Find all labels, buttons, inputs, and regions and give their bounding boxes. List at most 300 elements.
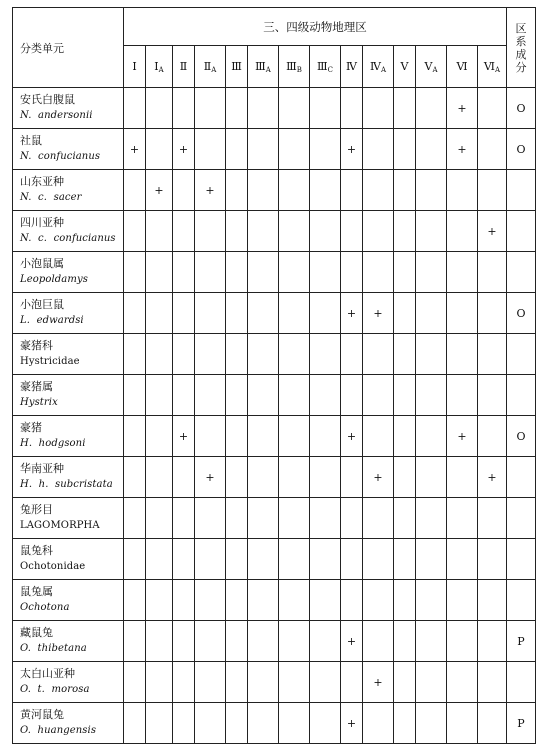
distribution-cell — [478, 129, 507, 170]
distribution-cell — [279, 457, 310, 498]
distribution-cell — [248, 498, 279, 539]
distribution-cell — [248, 621, 279, 662]
distribution-cell — [279, 539, 310, 580]
composition-cell — [507, 375, 536, 416]
distribution-cell — [447, 293, 478, 334]
distribution-cell — [124, 621, 146, 662]
composition-cell — [507, 498, 536, 539]
taxon-name-cell — [13, 252, 124, 293]
distribution-cell — [173, 334, 195, 375]
distribution-cell — [447, 498, 478, 539]
distribution-cell — [478, 703, 507, 744]
distribution-cell — [341, 170, 363, 211]
distribution-cell — [195, 334, 226, 375]
distribution-cell — [279, 170, 310, 211]
distribution-cell — [310, 293, 341, 334]
presence-mark: + — [346, 716, 357, 730]
distribution-cell — [416, 293, 447, 334]
presence-mark: + — [346, 306, 357, 320]
distribution-cell — [173, 662, 195, 703]
taxon-chinese-name: 小泡巨鼠 — [20, 298, 64, 311]
composition-cell — [507, 580, 536, 621]
region-column-header: Ⅳ — [341, 46, 363, 88]
taxon-name-cell — [13, 88, 124, 129]
presence-mark: + — [205, 470, 215, 484]
table-row — [13, 621, 536, 662]
distribution-cell — [195, 662, 226, 703]
taxon-latin-name: H. hodgsoni — [20, 438, 86, 449]
distribution-cell — [416, 252, 447, 293]
distribution-cell — [394, 334, 416, 375]
distribution-cell — [394, 170, 416, 211]
table-row — [13, 129, 536, 170]
distribution-cell — [248, 170, 279, 211]
composition-cell: O — [507, 416, 536, 457]
taxon-name-cell — [13, 457, 124, 498]
distribution-cell — [341, 293, 363, 334]
distribution-cell — [341, 580, 363, 621]
distribution-cell — [363, 621, 394, 662]
distribution-cell — [279, 703, 310, 744]
composition-cell: O — [507, 88, 536, 129]
taxon-name-cell — [13, 170, 124, 211]
distribution-cell — [447, 88, 478, 129]
distribution-cell — [447, 662, 478, 703]
taxon-latin-name: H. h. subcristata — [20, 479, 113, 490]
distribution-cell — [124, 252, 146, 293]
presence-mark: + — [373, 470, 383, 484]
distribution-cell — [124, 498, 146, 539]
taxon-column-header: 分类单元 — [13, 8, 124, 88]
taxon-chinese-name: 小泡鼠属 — [20, 257, 64, 270]
distribution-cell — [146, 416, 173, 457]
taxon-chinese-name: 山东亚种 — [20, 175, 64, 188]
distribution-cell — [363, 416, 394, 457]
taxon-latin-name: Hystricidae — [20, 356, 80, 367]
distribution-cell — [394, 539, 416, 580]
distribution-cell — [447, 580, 478, 621]
distribution-cell — [195, 211, 226, 252]
distribution-cell — [310, 170, 341, 211]
distribution-cell — [447, 129, 478, 170]
distribution-cell — [478, 621, 507, 662]
region-column-header: $Ⅳ_A$ — [363, 46, 394, 88]
distribution-cell — [310, 88, 341, 129]
distribution-cell — [195, 498, 226, 539]
taxon-name-cell — [13, 211, 124, 252]
taxon-latin-name: N. c. confucianus — [20, 233, 116, 244]
distribution-cell — [248, 375, 279, 416]
presence-mark: + — [373, 675, 383, 689]
composition-cell: P — [507, 621, 536, 662]
distribution-cell — [124, 334, 146, 375]
taxon-latin-name: L. edwardsi — [20, 315, 84, 326]
distribution-cell — [226, 621, 248, 662]
composition-column-header: 区 系 成 分 — [507, 8, 536, 88]
distribution-cell — [173, 88, 195, 129]
region-column-header: Ⅰ — [124, 46, 146, 88]
presence-mark: + — [346, 142, 357, 156]
distribution-cell — [173, 252, 195, 293]
distribution-cell — [310, 703, 341, 744]
presence-mark: + — [178, 142, 189, 156]
distribution-cell — [310, 252, 341, 293]
composition-cell — [507, 457, 536, 498]
distribution-cell — [173, 457, 195, 498]
distribution-cell — [195, 621, 226, 662]
presence-mark: + — [346, 634, 357, 648]
region-column-header: $Ⅲ_C$ — [310, 46, 341, 88]
distribution-cell — [447, 375, 478, 416]
distribution-cell — [226, 375, 248, 416]
table-row — [13, 416, 536, 457]
distribution-cell — [478, 416, 507, 457]
distribution-cell — [447, 539, 478, 580]
table-row — [13, 334, 536, 375]
distribution-cell — [363, 580, 394, 621]
distribution-cell — [363, 457, 394, 498]
distribution-cell — [310, 539, 341, 580]
taxon-latin-name: O. t. morosa — [20, 684, 90, 695]
distribution-cell — [146, 375, 173, 416]
distribution-cell — [248, 293, 279, 334]
taxon-latin-name: O. huangensis — [20, 725, 97, 736]
distribution-cell — [394, 211, 416, 252]
distribution-cell — [310, 498, 341, 539]
presence-mark: + — [205, 183, 215, 197]
taxon-latin-name: LAGOMORPHA — [20, 520, 100, 531]
distribution-cell — [394, 129, 416, 170]
distribution-cell — [416, 662, 447, 703]
distribution-cell — [226, 457, 248, 498]
distribution-cell — [146, 170, 173, 211]
distribution-cell — [124, 580, 146, 621]
taxon-chinese-name: 安氏白腹鼠 — [20, 93, 75, 106]
table-body — [13, 88, 536, 744]
taxon-latin-name: O. thibetana — [20, 643, 87, 654]
distribution-cell — [226, 580, 248, 621]
presence-mark: + — [178, 429, 189, 443]
distribution-cell — [279, 375, 310, 416]
distribution-cell — [173, 703, 195, 744]
presence-mark: + — [487, 470, 497, 484]
distribution-cell — [478, 580, 507, 621]
composition-cell — [507, 211, 536, 252]
table-row — [13, 211, 536, 252]
distribution-cell — [124, 539, 146, 580]
table-row — [13, 539, 536, 580]
distribution-cell — [195, 539, 226, 580]
distribution-cell — [416, 580, 447, 621]
distribution-cell — [146, 252, 173, 293]
taxon-chinese-name: 豪猪属 — [20, 380, 53, 393]
distribution-cell — [146, 293, 173, 334]
distribution-cell — [124, 293, 146, 334]
taxon-latin-name: N. confucianus — [20, 151, 101, 162]
distribution-cell — [279, 252, 310, 293]
distribution-cell — [248, 457, 279, 498]
distribution-cell — [416, 621, 447, 662]
distribution-cell — [363, 170, 394, 211]
distribution-cell — [416, 334, 447, 375]
distribution-cell — [279, 498, 310, 539]
distribution-cell — [173, 293, 195, 334]
distribution-cell — [146, 457, 173, 498]
distribution-cell — [279, 334, 310, 375]
distribution-cell — [478, 498, 507, 539]
composition-cell — [507, 334, 536, 375]
distribution-cell — [447, 252, 478, 293]
distribution-cell — [341, 457, 363, 498]
distribution-cell — [394, 416, 416, 457]
region-column-header: $Ⅱ_A$ — [195, 46, 226, 88]
taxon-chinese-name: 藏鼠兔 — [20, 626, 53, 639]
region-column-header: Ⅴ — [394, 46, 416, 88]
table-row — [13, 703, 536, 744]
distribution-cell — [173, 539, 195, 580]
taxon-chinese-name: 鼠兔科 — [20, 544, 53, 557]
distribution-cell — [146, 498, 173, 539]
composition-cell — [507, 662, 536, 703]
distribution-cell — [478, 88, 507, 129]
taxon-chinese-name: 黄河鼠兔 — [20, 708, 64, 721]
distribution-cell — [146, 621, 173, 662]
taxon-latin-name: Hystrix — [20, 397, 58, 408]
distribution-cell — [341, 129, 363, 170]
distribution-cell — [341, 375, 363, 416]
distribution-cell — [416, 129, 447, 170]
table-row — [13, 662, 536, 703]
distribution-cell — [363, 498, 394, 539]
distribution-cell — [195, 170, 226, 211]
composition-cell: O — [507, 129, 536, 170]
taxon-chinese-name: 兔形目 — [20, 503, 53, 516]
distribution-cell — [416, 375, 447, 416]
distribution-cell — [124, 416, 146, 457]
presence-mark: + — [457, 142, 467, 156]
distribution-cell — [394, 621, 416, 662]
distribution-cell — [310, 621, 341, 662]
distribution-cell — [394, 457, 416, 498]
region-group-header: 三、四级动物地理区 — [124, 8, 507, 46]
distribution-cell — [248, 416, 279, 457]
distribution-cell — [248, 252, 279, 293]
taxon-name-cell — [13, 129, 124, 170]
distribution-cell — [146, 580, 173, 621]
distribution-cell — [341, 88, 363, 129]
distribution-cell — [341, 539, 363, 580]
distribution-cell — [363, 211, 394, 252]
distribution-cell — [394, 498, 416, 539]
distribution-cell — [363, 129, 394, 170]
presence-mark: + — [487, 224, 497, 238]
region-column-header: $Ⅲ_A$ — [248, 46, 279, 88]
distribution-cell — [173, 580, 195, 621]
distribution-cell — [341, 211, 363, 252]
distribution-cell — [478, 539, 507, 580]
distribution-cell — [279, 621, 310, 662]
taxon-chinese-name: 鼠兔属 — [20, 585, 53, 598]
distribution-cell — [310, 416, 341, 457]
distribution-cell — [173, 129, 195, 170]
distribution-cell — [248, 703, 279, 744]
distribution-cell — [226, 170, 248, 211]
distribution-cell — [447, 621, 478, 662]
distribution-cell — [146, 334, 173, 375]
taxon-name-cell — [13, 416, 124, 457]
distribution-cell — [226, 539, 248, 580]
distribution-cell — [173, 416, 195, 457]
taxon-name-cell — [13, 334, 124, 375]
distribution-cell — [478, 375, 507, 416]
distribution-cell — [416, 211, 447, 252]
distribution-cell — [341, 662, 363, 703]
distribution-table — [12, 7, 536, 744]
composition-cell — [507, 170, 536, 211]
distribution-cell — [341, 703, 363, 744]
distribution-cell — [310, 580, 341, 621]
distribution-cell — [195, 129, 226, 170]
distribution-cell — [279, 88, 310, 129]
table-row — [13, 580, 536, 621]
table-row — [13, 252, 536, 293]
distribution-cell — [363, 334, 394, 375]
distribution-cell — [124, 129, 146, 170]
distribution-cell — [447, 211, 478, 252]
presence-mark: + — [129, 142, 140, 156]
distribution-cell — [416, 416, 447, 457]
distribution-cell — [341, 416, 363, 457]
distribution-cell — [124, 375, 146, 416]
composition-cell: P — [507, 703, 536, 744]
distribution-cell — [195, 580, 226, 621]
distribution-cell — [173, 211, 195, 252]
distribution-cell — [195, 375, 226, 416]
distribution-cell — [279, 416, 310, 457]
taxon-name-cell — [13, 621, 124, 662]
distribution-cell — [478, 293, 507, 334]
distribution-cell — [195, 88, 226, 129]
distribution-cell — [248, 334, 279, 375]
composition-cell — [507, 539, 536, 580]
distribution-cell — [146, 662, 173, 703]
taxon-chinese-name: 四川亚种 — [20, 216, 64, 229]
taxon-latin-name: N. c. sacer — [20, 192, 82, 203]
distribution-cell — [279, 580, 310, 621]
table-row — [13, 498, 536, 539]
distribution-cell — [279, 211, 310, 252]
distribution-cell — [310, 375, 341, 416]
distribution-cell — [195, 416, 226, 457]
distribution-cell — [478, 334, 507, 375]
region-column-header: Ⅱ — [173, 46, 195, 88]
distribution-cell — [363, 375, 394, 416]
distribution-cell — [195, 703, 226, 744]
region-column-header: $Ⅵ_A$ — [478, 46, 507, 88]
distribution-cell — [226, 129, 248, 170]
distribution-cell — [363, 662, 394, 703]
distribution-cell — [124, 703, 146, 744]
table-row — [13, 457, 536, 498]
distribution-cell — [226, 293, 248, 334]
distribution-cell — [124, 662, 146, 703]
taxon-name-cell — [13, 662, 124, 703]
distribution-cell — [173, 375, 195, 416]
distribution-cell — [478, 252, 507, 293]
presence-mark: + — [457, 429, 467, 443]
distribution-cell — [416, 539, 447, 580]
distribution-cell — [124, 211, 146, 252]
taxon-latin-name: Ochotona — [20, 602, 70, 613]
table-row — [13, 375, 536, 416]
distribution-cell — [226, 498, 248, 539]
distribution-cell — [310, 211, 341, 252]
distribution-cell — [447, 170, 478, 211]
taxon-name-cell — [13, 703, 124, 744]
distribution-cell — [416, 498, 447, 539]
distribution-cell — [394, 293, 416, 334]
distribution-cell — [341, 334, 363, 375]
distribution-cell — [478, 170, 507, 211]
distribution-cell — [226, 703, 248, 744]
composition-cell — [507, 252, 536, 293]
taxon-chinese-name: 太白山亚种 — [20, 667, 75, 680]
distribution-cell — [226, 88, 248, 129]
distribution-cell — [416, 170, 447, 211]
distribution-cell — [248, 539, 279, 580]
taxon-name-cell — [13, 293, 124, 334]
distribution-cell — [447, 703, 478, 744]
distribution-cell — [394, 662, 416, 703]
taxon-name-cell — [13, 498, 124, 539]
distribution-cell — [226, 252, 248, 293]
distribution-cell — [248, 88, 279, 129]
distribution-cell — [173, 498, 195, 539]
distribution-cell — [248, 662, 279, 703]
distribution-cell — [173, 621, 195, 662]
distribution-cell — [146, 539, 173, 580]
region-column-header: $Ⅰ_A$ — [146, 46, 173, 88]
region-column-header: $Ⅴ_A$ — [416, 46, 447, 88]
table-row — [13, 170, 536, 211]
taxon-chinese-name: 豪猪科 — [20, 339, 53, 352]
distribution-cell — [447, 457, 478, 498]
distribution-cell — [310, 129, 341, 170]
distribution-cell — [478, 211, 507, 252]
taxon-latin-name: Ochotonidae — [20, 561, 86, 572]
distribution-cell — [478, 457, 507, 498]
composition-cell: O — [507, 293, 536, 334]
taxon-name-cell — [13, 580, 124, 621]
distribution-cell — [310, 334, 341, 375]
distribution-cell — [363, 539, 394, 580]
table-row — [13, 88, 536, 129]
presence-mark: + — [373, 306, 383, 320]
distribution-cell — [394, 252, 416, 293]
distribution-cell — [416, 703, 447, 744]
distribution-cell — [394, 375, 416, 416]
distribution-cell — [226, 211, 248, 252]
distribution-cell — [195, 457, 226, 498]
taxon-latin-name: Leopoldamys — [20, 274, 88, 285]
taxon-chinese-name: 华南亚种 — [20, 462, 64, 475]
distribution-cell — [279, 129, 310, 170]
taxon-name-cell — [13, 539, 124, 580]
distribution-cell — [341, 621, 363, 662]
distribution-cell — [124, 457, 146, 498]
region-column-header: Ⅵ — [447, 46, 478, 88]
distribution-cell — [363, 88, 394, 129]
